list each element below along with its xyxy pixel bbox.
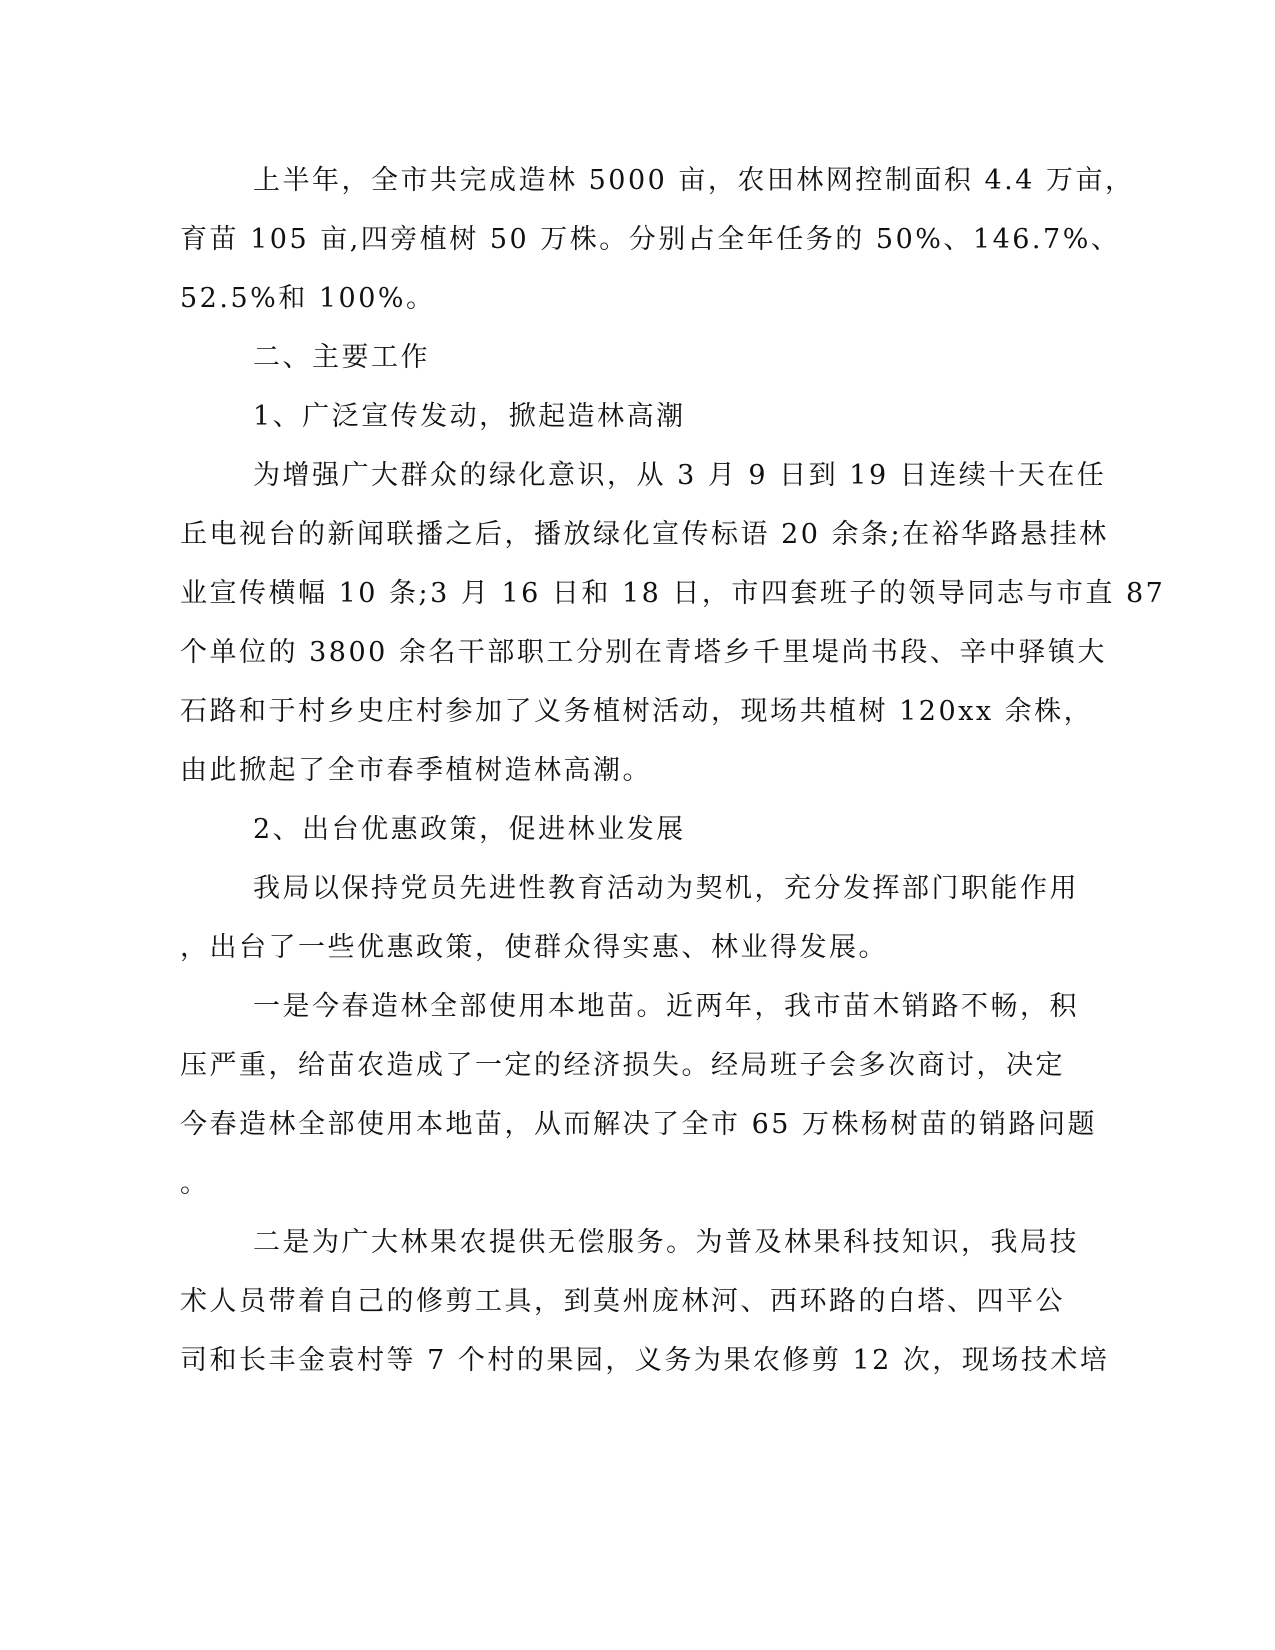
text-line-6: 为增强广大群众的绿化意识，从 3 月 9 日到 19 日连续十天在任: [253, 460, 1107, 491]
text-line-15: 一是今春造林全部使用本地苗。近两年，我市苗木销路不畅，积: [253, 991, 1079, 1022]
text-line-9: 个单位的 3800 余名干部职工分别在青塔乡千里堤尚书段、辛中驿镇大: [180, 637, 1107, 668]
text-line-13: 我局以保持党员先进性教育活动为契机，充分发挥部门职能作用: [253, 873, 1079, 904]
text-line-19: 二是为广大林果农提供无偿服务。为普及林果科技知识，我局技: [253, 1227, 1079, 1258]
text-line-7: 丘电视台的新闻联播之后，播放绿化宣传标语 20 余条;在裕华路悬挂林: [180, 519, 1109, 550]
text-line-18: 。: [180, 1168, 210, 1199]
subsection-heading-2: 2、出台优惠政策，促进林业发展: [253, 814, 686, 845]
text-line-3: 52.5%和 100%。: [180, 283, 436, 314]
text-line-20: 术人员带着自己的修剪工具，到莫州庞林河、西环路的白塔、四平公: [180, 1286, 1065, 1317]
text-line-21: 司和长丰金袁村等 7 个村的果园，义务为果农修剪 12 次，现场技术培: [180, 1345, 1110, 1376]
subsection-heading-1: 1、广泛宣传发动，掀起造林高潮: [253, 401, 686, 432]
section-heading: 二、主要工作: [253, 342, 430, 373]
text-line-2: 育苗 105 亩,四旁植树 50 万株。分别占全年任务的 50%、146.7%、: [180, 224, 1121, 255]
text-line-1: 上半年，全市共完成造林 5000 亩，农田林网控制面积 4.4 万亩，: [253, 165, 1135, 196]
text-line-14: ，出台了一些优惠政策，使群众得实惠、林业得发展。: [180, 932, 888, 963]
text-line-17: 今春造林全部使用本地苗，从而解决了全市 65 万株杨树苗的销路问题: [180, 1109, 1098, 1140]
text-line-10: 石路和于村乡史庄村参加了义务植树活动，现场共植树 120xx 余株，: [180, 696, 1094, 727]
text-line-16: 压严重，给苗农造成了一定的经济损失。经局班子会多次商讨，决定: [180, 1050, 1065, 1081]
text-line-8: 业宣传横幅 10 条;3 月 16 日和 18 日，市四套班子的领导同志与市直 87: [180, 578, 1166, 609]
text-line-11: 由此掀起了全市春季植树造林高潮。: [180, 755, 652, 786]
